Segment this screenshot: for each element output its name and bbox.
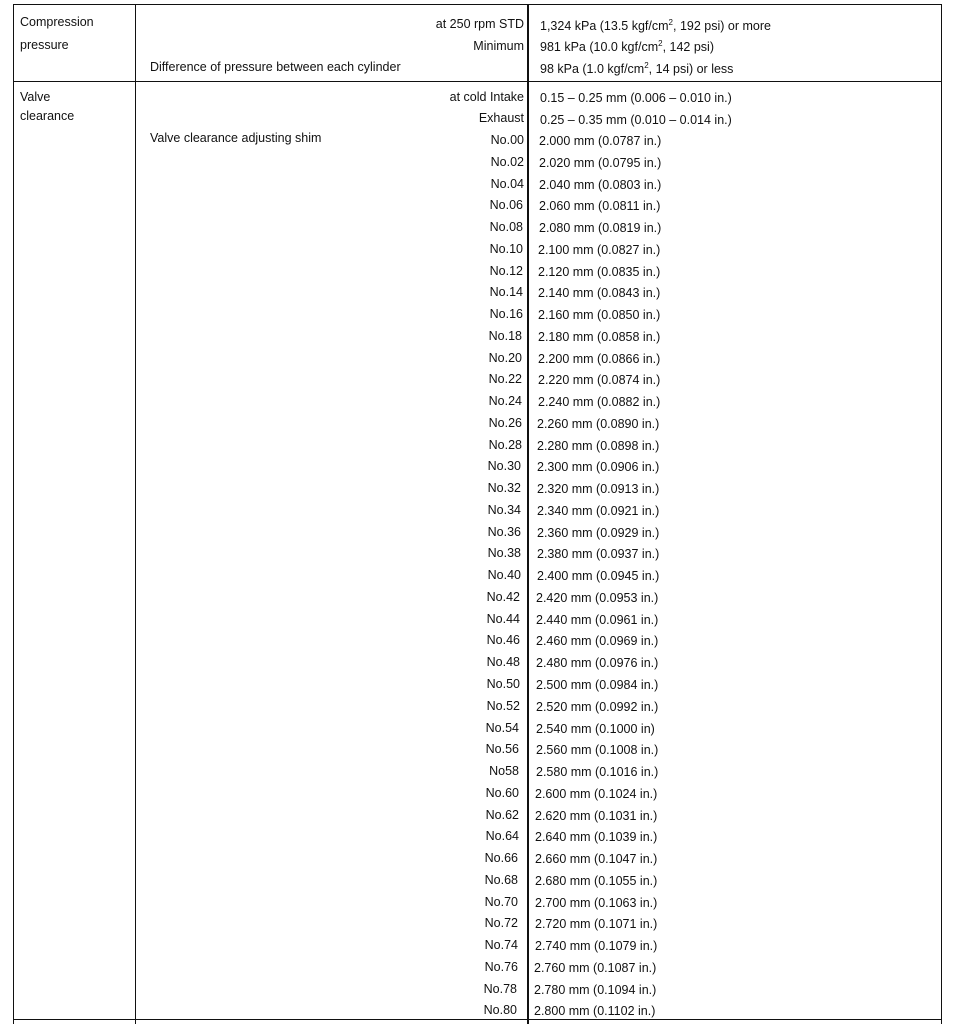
shim-thickness: 2.380 mm (0.0937 in.) [537,547,660,561]
shim-number: No.16 [489,307,523,321]
shim-thickness: 2.640 mm (0.1039 in.) [535,830,658,844]
shim-thickness: 2.780 mm (0.1094 in.) [534,983,657,997]
shim-number: No.50 [486,677,520,691]
shim-thickness: 2.280 mm (0.0898 in.) [537,439,660,453]
shim-thickness: 2.040 mm (0.0803 in.) [539,178,662,192]
shim-number: No.10 [489,242,523,256]
shim-number: No.24 [488,394,522,408]
shim-number: No.46 [486,633,520,647]
shim-number: No.18 [488,329,522,343]
shim-thickness: 2.500 mm (0.0984 in.) [536,678,659,692]
shim-thickness: 2.240 mm (0.0882 in.) [538,395,661,409]
shim-number: No.48 [486,655,520,669]
shim-thickness: 2.340 mm (0.0921 in.) [537,504,660,518]
shim-thickness: 2.320 mm (0.0913 in.) [537,482,660,496]
compression-condition-minimum: Minimum [473,39,524,53]
shim-thickness: 2.200 mm (0.0866 in.) [538,352,661,366]
shim-thickness: 2.020 mm (0.0795 in.) [539,156,662,170]
shim-thickness: 2.260 mm (0.0890 in.) [537,417,660,431]
superscript: 2 [644,61,649,70]
table-right-border [941,4,942,1024]
valve-label-line2: clearance [20,109,75,123]
shim-thickness: 2.700 mm (0.1063 in.) [535,896,658,910]
table-bottom-rule [13,1019,942,1020]
shim-number: No.76 [484,960,518,974]
shim-thickness: 2.480 mm (0.0976 in.) [536,656,659,670]
shim-number: No.78 [483,982,517,996]
value-text: , 14 psi) or less [648,62,734,76]
shim-number: No.56 [485,742,519,756]
shim-number: No.64 [485,829,519,843]
shim-thickness: 2.760 mm (0.1087 in.) [534,961,657,975]
shim-number: No.60 [485,786,519,800]
shim-number: No.68 [484,873,518,887]
shim-thickness: 2.520 mm (0.0992 in.) [536,700,659,714]
shim-number: No.70 [484,895,518,909]
shim-thickness: 2.800 mm (0.1102 in.) [534,1004,656,1018]
shim-number: No.34 [487,503,521,517]
shim-number: No.40 [487,568,521,582]
shim-thickness: 2.120 mm (0.0835 in.) [538,265,661,279]
shim-number: No.28 [488,438,522,452]
shim-number: No.42 [486,590,520,604]
shim-thickness: 2.000 mm (0.0787 in.) [539,134,662,148]
valve-value-exhaust: 0.25 – 0.35 mm (0.010 – 0.014 in.) [540,113,732,127]
compression-value-minimum [540,40,714,55]
shim-thickness: 2.060 mm (0.0811 in.) [539,199,661,213]
shim-number: No.66 [484,851,518,865]
shim-thickness: 2.600 mm (0.1024 in.) [535,787,658,801]
compression-condition-std: at 250 rpm STD [435,17,524,31]
superscript: 2 [668,18,673,27]
shim-number: No.20 [488,351,522,365]
shim-number: No.36 [487,525,521,539]
shim-thickness: 2.740 mm (0.1079 in.) [535,939,658,953]
table-column-divider [135,4,136,1024]
shim-number: No.12 [489,264,523,278]
shim-number: No.00 [490,133,524,147]
shim-thickness: 2.360 mm (0.0929 in.) [537,526,660,540]
shim-thickness: 2.540 mm (0.1000 in) [536,722,655,736]
shim-thickness: 2.620 mm (0.1031 in.) [535,809,658,823]
shim-thickness: 2.140 mm (0.0843 in.) [538,286,661,300]
shim-thickness: 2.400 mm (0.0945 in.) [537,569,660,583]
shim-number: No.74 [484,938,518,952]
shim-number: No.26 [488,416,522,430]
shim-thickness: 2.420 mm (0.0953 in.) [536,591,659,605]
table-top-border [13,4,942,5]
compression-condition-difference: Difference of pressure between each cylinder [150,60,401,74]
shim-thickness: 2.680 mm (0.1055 in.) [535,874,658,888]
shim-number: No.38 [487,546,521,560]
compression-value-std [540,19,771,34]
shim-thickness: 2.460 mm (0.0969 in.) [536,634,659,648]
shim-number: No.14 [489,285,523,299]
shim-number: No.02 [490,155,524,169]
shim-thickness: 2.160 mm (0.0850 in.) [538,308,661,322]
shim-number: No.72 [484,916,518,930]
compression-value-difference [540,62,733,77]
shim-number: No.06 [489,198,523,212]
table-left-border [13,4,14,1024]
superscript: 2 [658,39,663,48]
shim-thickness: 2.580 mm (0.1016 in.) [536,765,659,779]
shim-thickness: 2.080 mm (0.0819 in.) [539,221,662,235]
valve-condition-exhaust: Exhaust [478,111,524,125]
shim-thickness: 2.180 mm (0.0858 in.) [538,330,661,344]
shim-thickness: 2.220 mm (0.0874 in.) [538,373,661,387]
shim-number: No.08 [489,220,523,234]
shim-number: No.22 [488,372,522,386]
shim-number: No58 [489,764,519,778]
value-text: , 192 psi) or more [673,19,771,33]
shim-number: No.30 [487,459,521,473]
compression-label-line1: Compression [20,15,94,29]
value-text: 981 kPa (10.0 kgf/cm [540,40,659,54]
shim-number: No.54 [485,721,519,735]
shim-number: No.62 [485,808,519,822]
value-text: , 142 psi) [662,40,714,54]
shim-number: No.04 [490,177,524,191]
shim-thickness: 2.100 mm (0.0827 in.) [538,243,661,257]
valve-value-intake: 0.15 – 0.25 mm (0.006 – 0.010 in.) [540,91,732,105]
valve-condition-intake: at cold Intake [449,90,524,104]
shim-label: Valve clearance adjusting shim [150,131,322,145]
compression-label-line2: pressure [20,38,69,52]
shim-number: No.32 [487,481,521,495]
shim-number: No.44 [486,612,520,626]
row-separator [13,81,942,82]
shim-number: No.80 [483,1003,517,1017]
shim-thickness: 2.560 mm (0.1008 in.) [536,743,659,757]
value-text: 98 kPa (1.0 kgf/cm [540,62,645,76]
table-value-divider [527,4,529,1024]
valve-label-line1: Valve [20,90,51,104]
shim-number: No.52 [486,699,520,713]
shim-thickness: 2.720 mm (0.1071 in.) [535,917,658,931]
shim-thickness: 2.660 mm (0.1047 in.) [535,852,658,866]
value-text: 1,324 kPa (13.5 kgf/cm [540,19,669,33]
shim-thickness: 2.300 mm (0.0906 in.) [537,460,660,474]
shim-thickness: 2.440 mm (0.0961 in.) [536,613,659,627]
